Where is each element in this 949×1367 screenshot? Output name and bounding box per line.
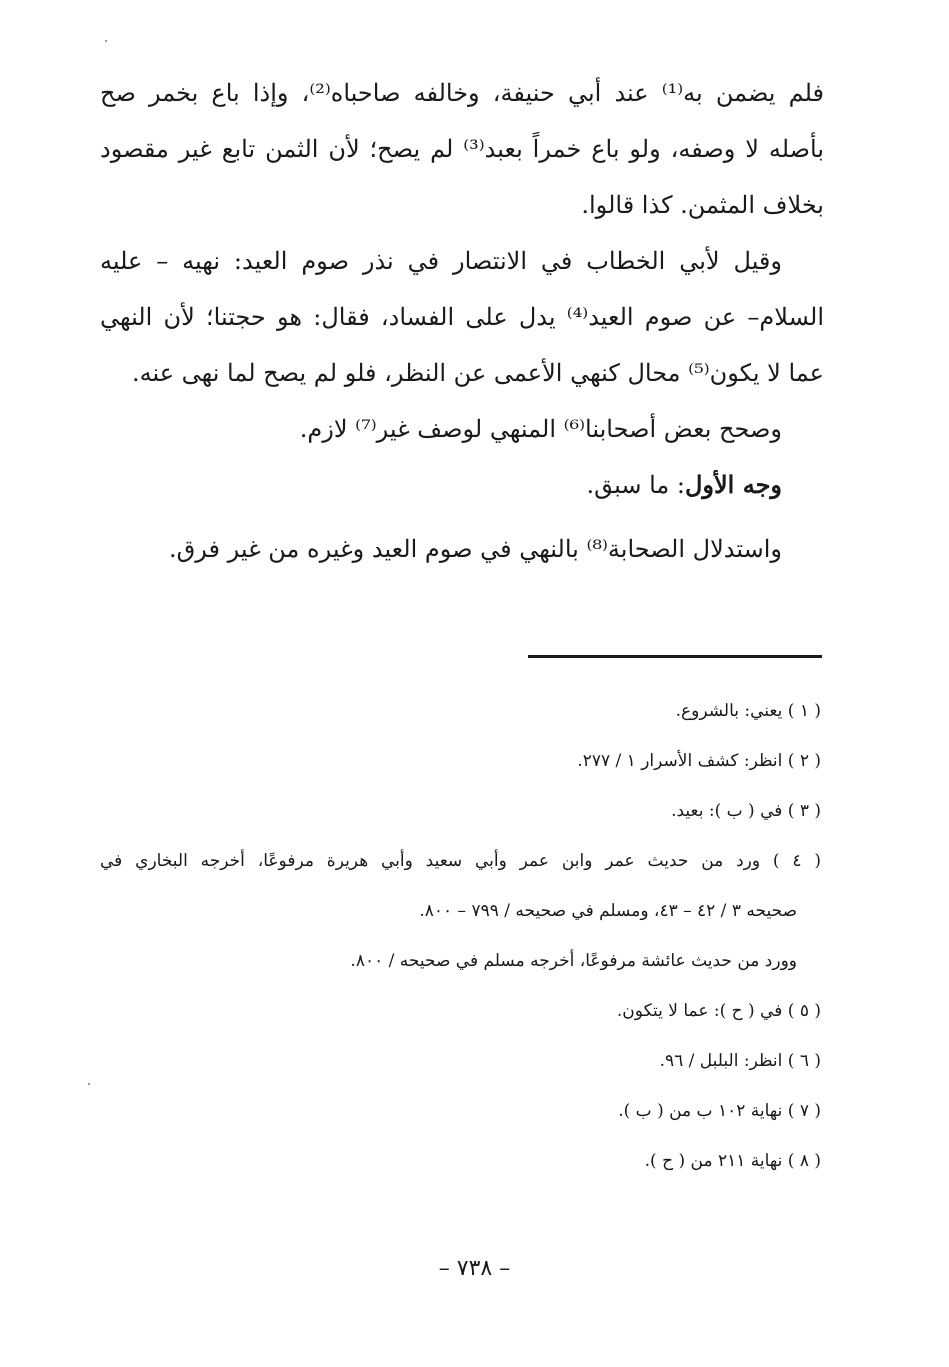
paragraph-4 bbox=[100, 457, 824, 513]
footnote-8: ( ٨ ) نهاية ٢١١ من ( ح ). bbox=[644, 1151, 821, 1171]
footnote-7: ( ٧ ) نهاية ١٠٢ ب من ( ب ). bbox=[618, 1101, 821, 1121]
footnote-4-line-2: صحيحه ٣ / ٤٢ – ٤٣، ومسلم في صحيحه / ٧٩٩ – ٨٠٠. bbox=[419, 901, 797, 921]
footnote-4-line-1: ( ٤ ) ورد من حديث عمر وابن عمر وأبي سعيد وأبي هريرة مرفوعًا، أخرجه البخاري في bbox=[100, 851, 821, 871]
section-heading-text: : ما سبق. bbox=[586, 471, 685, 499]
paragraph-3: وصحح بعض أصحابنا⁽⁶⁾ المنهي لوصف غير⁽⁷⁾ لازم. bbox=[299, 415, 782, 443]
footnote-6: ( ٦ ) انظر: البلبل / ٩٦. bbox=[659, 1051, 821, 1071]
paragraph-1-line-2: بأصله لا وصفه، ولو باع خمراً بعبد⁽³⁾ لم يصح؛ لأن الثمن تابع غير مقصود bbox=[100, 135, 824, 163]
paragraph-2-line-2: السلام– عن صوم العيد⁽⁴⁾ يدل على الفساد، فقال: هو حجتنا؛ لأن النهي bbox=[100, 303, 824, 331]
footnote-2: ( ٢ ) انظر: كشف الأسرار ١ / ٢٧٧. bbox=[577, 751, 821, 771]
footnote-separator bbox=[528, 655, 822, 658]
footnote-5: ( ٥ ) في ( ح ): عما لا يتكون. bbox=[616, 1001, 821, 1021]
paragraph-5: واستدلال الصحابة⁽⁸⁾ بالنهي في صوم العيد وغيره من غير فرق. bbox=[169, 535, 782, 563]
paragraph-1-line-1: فلم يضمن به⁽¹⁾ عند أبي حنيفة، وخالفه صاحباه⁽²⁾، وإذا باع بخمر صح bbox=[100, 79, 824, 107]
footnote-3: ( ٣ ) في ( ب ): بعيد. bbox=[671, 801, 821, 821]
page-number: – ٧٣٨ – bbox=[438, 1256, 511, 1281]
scan-speck bbox=[88, 1083, 90, 1085]
footnotes bbox=[100, 686, 821, 1186]
section-heading: وجه الأول bbox=[684, 470, 782, 499]
main-text bbox=[100, 65, 824, 577]
footnote-1: ( ١ ) يعني: بالشروع. bbox=[675, 701, 821, 721]
paragraph-1-line-3: بخلاف المثمن. كذا قالوا. bbox=[581, 191, 824, 219]
footnote-4-line-3: وورد من حديث عائشة مرفوعًا، أخرجه مسلم في صحيحه / ٨٠٠. bbox=[350, 951, 797, 971]
paragraph-2-line-3: عما لا يكون⁽⁵⁾ محال كنهي الأعمى عن النظر، فلو لم يصح لما نهى عنه. bbox=[131, 359, 824, 387]
scan-speck bbox=[105, 40, 107, 42]
paragraph-2-line-1: وقيل لأبي الخطاب في الانتصار في نذر صوم العيد: نهيه – عليه bbox=[100, 247, 782, 275]
